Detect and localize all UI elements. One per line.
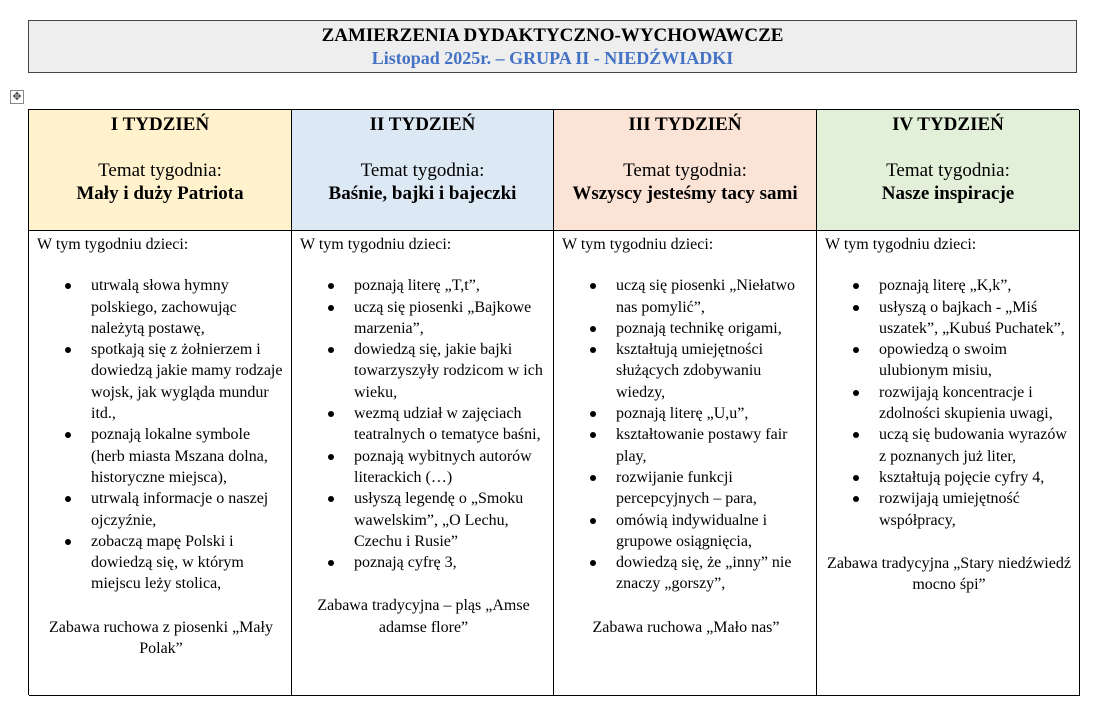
list-item: poznają literę „K,k”, [879, 275, 1073, 296]
week-4-activity: Zabawa tradycyjna „Stary niedźwiedź mocno śpi” [827, 554, 1071, 594]
week-3-intro: W tym tygodniu dzieci: [562, 236, 714, 253]
list-item: rozwijają koncentracje i zdolności skupienia uwagi, [879, 382, 1073, 425]
list-item: usłyszą o bajkach - „Miś uszatek”, „Kubuś Puchatek”, [879, 297, 1073, 340]
week-3-header [554, 110, 817, 231]
weekly-plan-table [28, 109, 1079, 695]
week-4-theme: Nasze inspiracje [881, 183, 1015, 204]
week-2-header [292, 110, 554, 231]
list-item: poznają lokalne symbole (herb miasta Mszana dolna, historyczne miejsca), [91, 424, 285, 488]
week-1-intro: W tym tygodniu dzieci: [37, 236, 189, 253]
list-item: utrwalą słowa hymny polskiego, zachowując należytą postawę, [91, 275, 285, 339]
list-item: wezmą udział w zajęciach teatralnych o tematyce baśni, [354, 403, 547, 446]
week-4-content [817, 231, 1080, 696]
list-item: poznają cyfrę 3, [354, 552, 547, 573]
table-move-handle-icon[interactable]: ✥ [10, 90, 24, 104]
document-title: ZAMIERZENIA DYDAKTYCZNO-WYCHOWAWCZE [321, 25, 784, 46]
week-1-title: I TYDZIEŃ [110, 114, 210, 135]
week-2-theme-label: Temat tygodnia: [360, 160, 485, 181]
week-1-theme-label: Temat tygodnia: [98, 160, 222, 181]
list-item: uczą się piosenki „Bajkowe marzenia”, [354, 297, 547, 340]
list-item: uczą się piosenki „Niełatwo nas pomylić”, [616, 275, 810, 318]
week-1-theme: Mały i duży Patriota [76, 183, 244, 204]
document-header [28, 20, 1077, 73]
week-4-intro: W tym tygodniu dzieci: [825, 236, 977, 253]
week-2-theme: Baśnie, bajki i bajeczki [328, 183, 517, 204]
week-3-activity: Zabawa ruchowa „Mało nas” [592, 618, 780, 636]
week-2-title: II TYDZIEŃ [369, 114, 476, 135]
week-3-content [554, 231, 817, 696]
week-2-intro: W tym tygodniu dzieci: [300, 236, 452, 253]
list-item: kształtują pojęcie cyfry 4, [879, 467, 1073, 488]
list-item: rozwijanie funkcji percepcyjnych – para, [616, 467, 810, 510]
list-item: uczą się budowania wyrazów z poznanych już liter, [879, 424, 1073, 467]
week-2-content [292, 231, 554, 696]
list-item: opowiedzą o swoim ulubionym misiu, [879, 339, 1073, 382]
list-item: poznają technikę origami, [616, 318, 810, 339]
list-item: kształtowanie postawy fair play, [616, 424, 810, 467]
list-item: poznają literę „T,t”, [354, 275, 547, 296]
week-3-title: III TYDZIEŃ [628, 114, 742, 135]
week-2-activity: Zabawa tradycyjna – pląs „Amse adamse flore” [317, 597, 530, 636]
list-item: zobaczą mapę Polski i dowiedzą się, w którym miejscu leży stolica, [91, 531, 285, 595]
list-item: usłyszą legendę o „Smoku wawelskim”, „O Lechu, Czechu i Rusie” [354, 488, 547, 552]
week-3-goal-list [562, 275, 810, 594]
list-item: utrwalą informacje o naszej ojczyźnie, [91, 488, 285, 531]
list-item: kształtują umiejętności służących zdobywaniu wiedzy, [616, 339, 810, 403]
week-4-title: IV TYDZIEŃ [892, 114, 1004, 135]
week-4-goal-list [825, 275, 1073, 531]
list-item: spotkają się z żołnierzem i dowiedzą jakie mamy rodzaje wojsk, jak wygląda mundur itd., [91, 339, 285, 424]
list-item: dowiedzą się, jakie bajki towarzyszyły rodzicom w ich wieku, [354, 339, 547, 403]
week-4-header [817, 110, 1080, 231]
list-item: rozwijają umiejętność współpracy, [879, 488, 1073, 531]
list-item: poznają wybitnych autorów literackich (…) [354, 446, 547, 489]
week-3-theme: Wszyscy jesteśmy tacy sami [572, 183, 798, 204]
week-1-header [29, 110, 292, 231]
week-2-goal-list [300, 275, 547, 573]
week-1-content [29, 231, 292, 696]
week-3-theme-label: Temat tygodnia: [623, 160, 747, 181]
week-1-activity: Zabawa ruchowa z piosenki „Mały Polak” [49, 618, 273, 658]
week-1-goal-list [37, 275, 285, 594]
list-item: omówią indywidualne i grupowe osiągnięcia, [616, 510, 810, 553]
list-item: dowiedzą się, że „inny” nie znaczy „gorszy”, [616, 552, 810, 595]
list-item: poznają literę „U,u”, [616, 403, 810, 424]
week-4-theme-label: Temat tygodnia: [886, 160, 1010, 181]
document-subtitle: Listopad 2025r. – GRUPA II - NIEDŹWIADKI [371, 48, 734, 68]
